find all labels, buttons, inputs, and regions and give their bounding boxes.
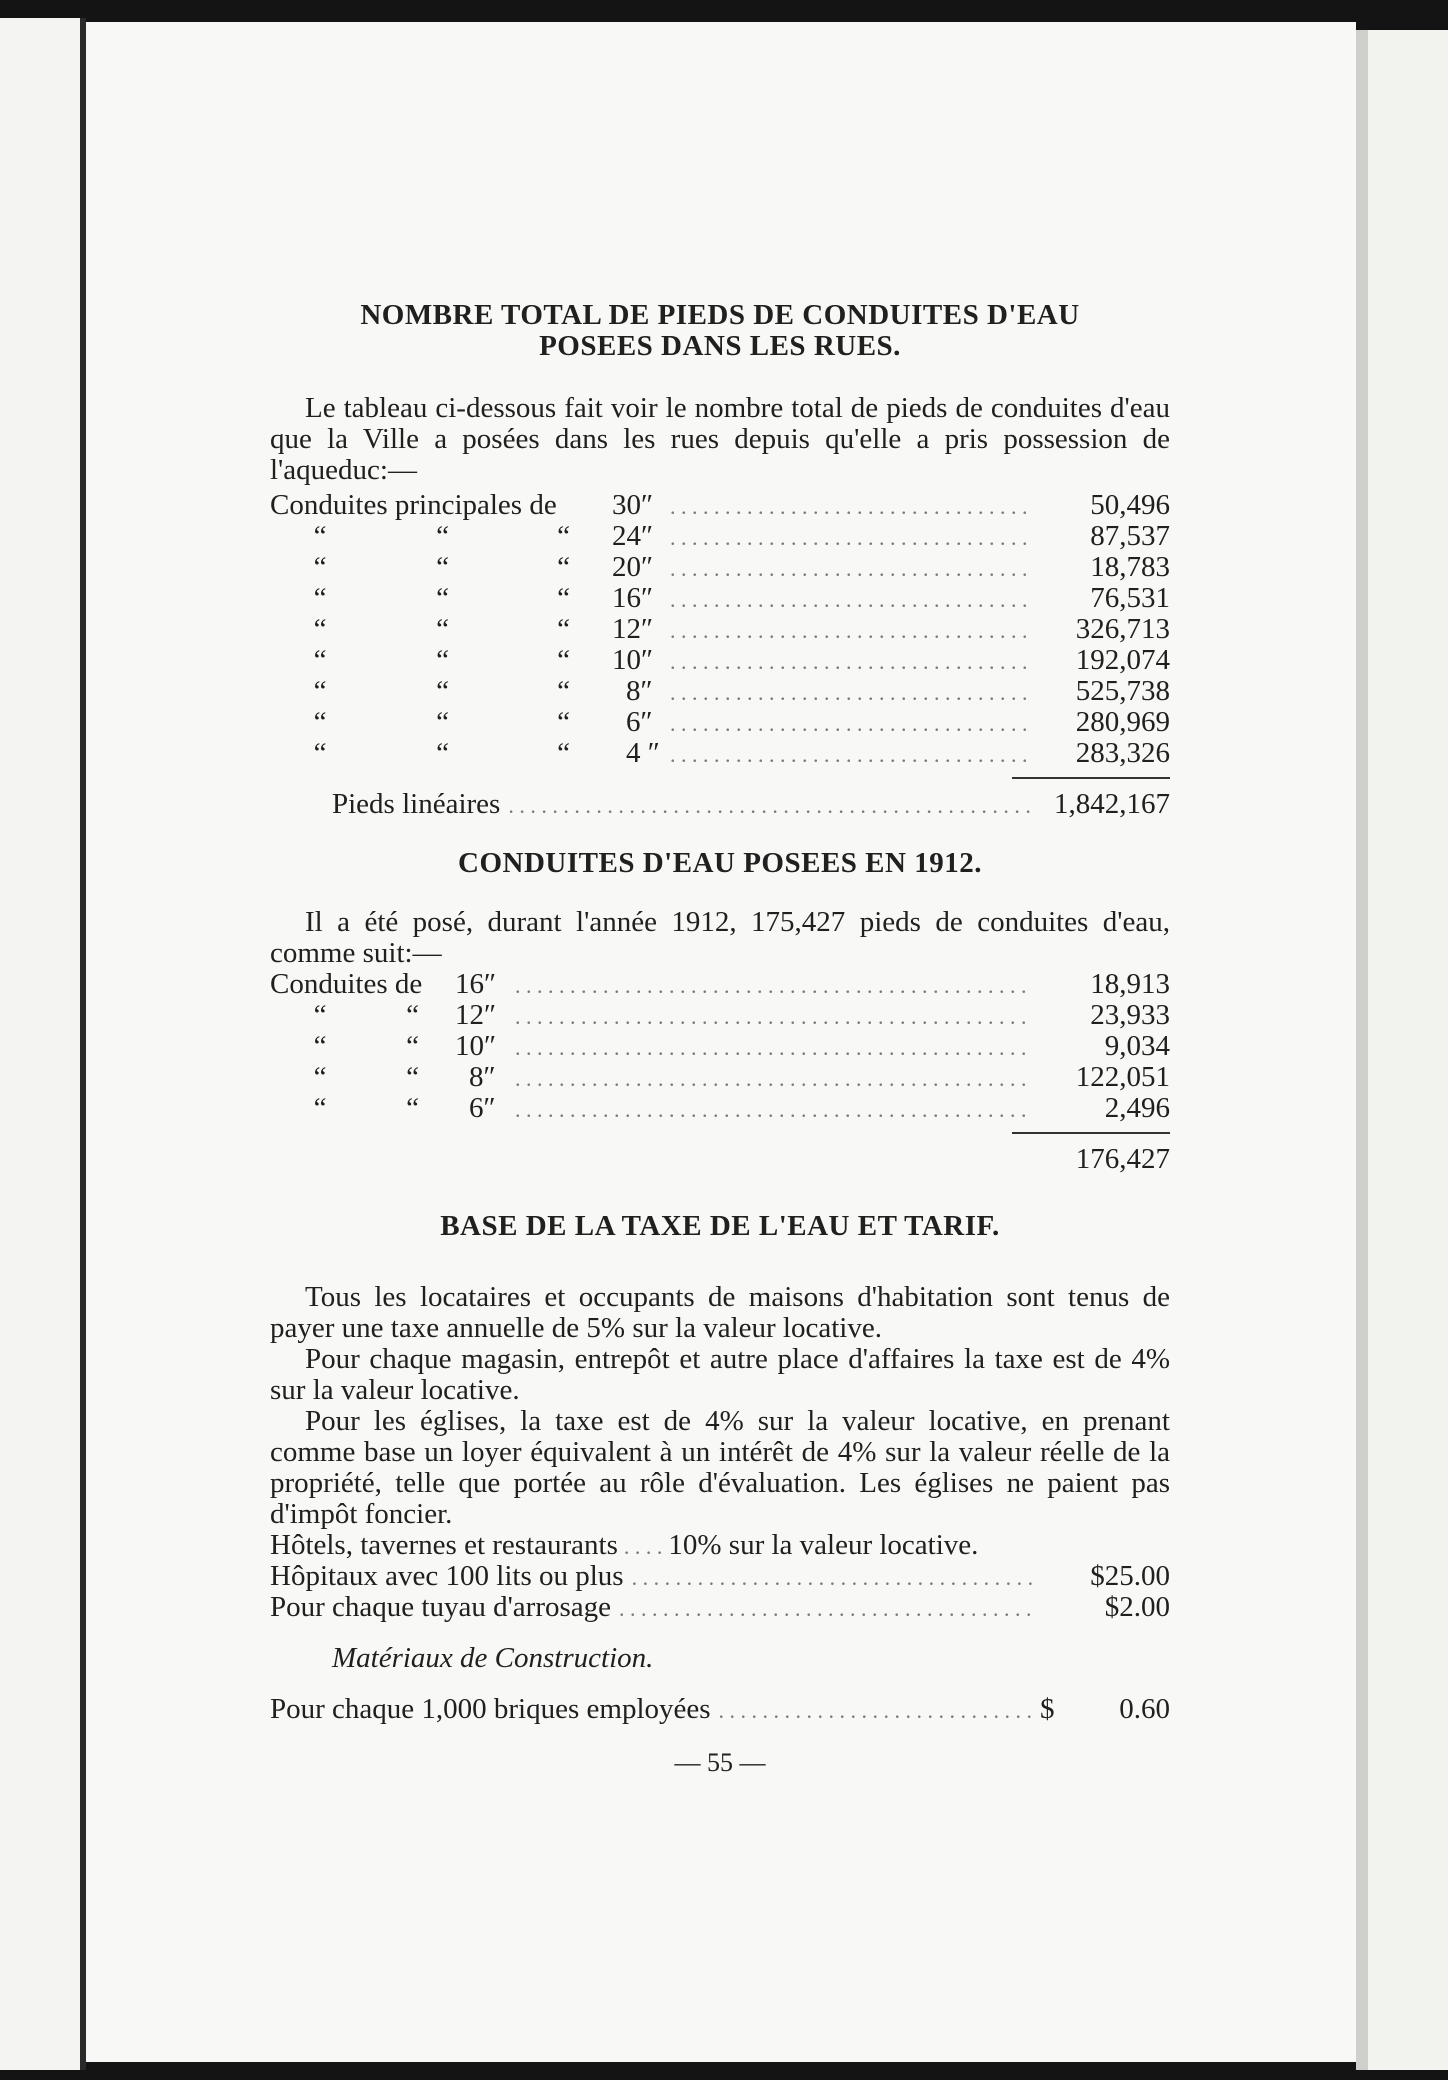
total-row bbox=[270, 1144, 1170, 1175]
row-value: 18,913 bbox=[1090, 968, 1170, 1000]
table-row bbox=[270, 583, 1170, 614]
row-value: 326,713 bbox=[1075, 613, 1170, 645]
ditto-mark: “ bbox=[313, 520, 327, 552]
dot-leader bbox=[670, 707, 1032, 739]
hospitals-value: $25.00 bbox=[1090, 1560, 1170, 1592]
tax-paragraph-residential: Tous les locataires et occupants de maisons d'habitation sont tenus de payer une taxe annuelle de 5% sur la valeur locative. bbox=[270, 1281, 1170, 1344]
ditto-mark: “ bbox=[436, 675, 449, 707]
row-value: 87,537 bbox=[1090, 520, 1170, 552]
ditto-mark: “ bbox=[557, 582, 570, 614]
ditto-mark: “ bbox=[313, 706, 327, 738]
ditto-mark: “ bbox=[313, 644, 327, 676]
dot-leader: . . . . bbox=[623, 1534, 663, 1559]
ditto-mark: “ bbox=[313, 675, 327, 707]
dot-leader bbox=[670, 676, 1032, 708]
row-value: 23,933 bbox=[1090, 999, 1170, 1031]
row-value: 192,074 bbox=[1075, 644, 1170, 676]
ditto-mark: “ bbox=[436, 644, 449, 676]
total-label: Pieds linéaires bbox=[332, 788, 501, 820]
ditto-mark: “ bbox=[406, 1092, 419, 1124]
section1-table bbox=[270, 490, 1170, 820]
table-row bbox=[270, 645, 1170, 676]
table-row bbox=[270, 676, 1170, 707]
dot-leader bbox=[515, 1093, 1032, 1125]
dot-leader bbox=[670, 521, 1032, 553]
bricks-currency: $ bbox=[1040, 1693, 1055, 1725]
row-value: 18,783 bbox=[1090, 551, 1170, 583]
table-row bbox=[270, 1093, 1170, 1124]
tax-paragraph-commercial: Pour chaque magasin, entrepôt et autre place d'affaires la taxe est de 4% sur la valeur locative. bbox=[270, 1343, 1170, 1406]
hose-label: Pour chaque tuyau d'arrosage bbox=[270, 1591, 612, 1623]
ditto-mark: “ bbox=[557, 675, 570, 707]
tax-paragraph-churches: Pour les églises, la taxe est de 4% sur la valeur locative, en prenant comme base un loyer équivalent à un intérêt de 4% sur la valeur réelle de la propriété, telle que portée au rôle d'évaluation. Les églises ne paient pas d'impôt foncier. bbox=[270, 1405, 1170, 1530]
table-row bbox=[270, 614, 1170, 645]
table-row bbox=[270, 969, 1170, 1000]
dot-leader bbox=[619, 1592, 1032, 1624]
row-size: 10″ bbox=[455, 1030, 497, 1062]
sum-rule bbox=[1012, 1132, 1170, 1134]
ditto-mark: “ bbox=[436, 551, 449, 583]
table-row bbox=[270, 521, 1170, 552]
dot-leader bbox=[670, 583, 1032, 615]
table-row bbox=[270, 552, 1170, 583]
ditto-mark: “ bbox=[557, 737, 570, 769]
section2-title: CONDUITES D'EAU POSEES EN 1912. bbox=[458, 847, 982, 879]
table-row bbox=[270, 1031, 1170, 1062]
row-value: 76,531 bbox=[1090, 582, 1170, 614]
hotels-label: Hôtels, tavernes et restaurants bbox=[270, 1529, 618, 1561]
table-row bbox=[270, 1000, 1170, 1031]
ditto-mark: “ bbox=[436, 520, 449, 552]
adjacent-page-left bbox=[0, 18, 80, 2070]
ditto-mark: “ bbox=[557, 613, 570, 645]
hotels-row bbox=[270, 1530, 1170, 1561]
dot-leader bbox=[515, 969, 1032, 1001]
row-size: 12″ bbox=[612, 613, 654, 645]
page-number: — 55 — bbox=[674, 1748, 766, 1777]
hotels-rate: 10% sur la valeur locative. bbox=[668, 1529, 979, 1561]
row-value: 9,034 bbox=[1104, 1030, 1170, 1062]
row-size: 20″ bbox=[612, 551, 654, 583]
row-size: 6″ bbox=[469, 1092, 496, 1124]
ditto-mark: “ bbox=[436, 582, 449, 614]
total-value: 1,842,167 bbox=[1054, 788, 1170, 820]
dot-leader bbox=[670, 738, 1032, 770]
row-label: Conduites principales de bbox=[270, 489, 557, 521]
dot-leader bbox=[670, 645, 1032, 677]
ditto-mark: “ bbox=[313, 999, 327, 1031]
dot-leader bbox=[508, 789, 1032, 821]
bricks-row bbox=[270, 1694, 1170, 1725]
ditto-mark: “ bbox=[406, 1030, 419, 1062]
row-value: 525,738 bbox=[1075, 675, 1170, 707]
total-value: 176,427 bbox=[1075, 1143, 1170, 1175]
hose-value: $2.00 bbox=[1104, 1591, 1170, 1623]
row-value: 50,496 bbox=[1090, 489, 1170, 521]
row-size: 10″ bbox=[612, 644, 654, 676]
row-value: 122,051 bbox=[1075, 1061, 1170, 1093]
table-row bbox=[270, 707, 1170, 738]
row-size: 16″ bbox=[612, 582, 654, 614]
ditto-mark: “ bbox=[557, 551, 570, 583]
row-size: 24″ bbox=[612, 520, 654, 552]
materials-heading: Matériaux de Construction. bbox=[332, 1642, 654, 1674]
section3-title: BASE DE LA TAXE DE L'EAU ET TARIF. bbox=[440, 1210, 1000, 1242]
dot-leader bbox=[632, 1561, 1032, 1593]
ditto-mark: “ bbox=[436, 613, 449, 645]
section2-intro: Il a été posé, durant l'année 1912, 175,427 pieds de conduites d'eau, comme suit:— bbox=[270, 906, 1170, 969]
dot-leader bbox=[719, 1694, 1032, 1726]
dot-leader bbox=[670, 490, 1032, 522]
adjacent-page-right bbox=[1368, 30, 1448, 2070]
sum-rule bbox=[1012, 777, 1170, 779]
row-size: 12″ bbox=[455, 999, 497, 1031]
row-size: 8″ bbox=[626, 675, 653, 707]
page-content bbox=[270, 300, 1170, 1804]
ditto-mark: “ bbox=[436, 737, 449, 769]
row-size: 8″ bbox=[469, 1061, 496, 1093]
table-row bbox=[270, 738, 1170, 769]
row-label: Conduites de bbox=[270, 968, 423, 1000]
bricks-label: Pour chaque 1,000 briques employées bbox=[270, 1693, 711, 1725]
ditto-mark: “ bbox=[436, 706, 449, 738]
table-row bbox=[270, 1062, 1170, 1093]
section1-title bbox=[270, 300, 1170, 362]
hospitals-row bbox=[270, 1561, 1170, 1592]
row-size: 4 ″ bbox=[626, 737, 660, 769]
row-size: 30″ bbox=[612, 489, 654, 521]
ditto-mark: “ bbox=[313, 551, 327, 583]
dot-leader bbox=[670, 614, 1032, 646]
ditto-mark: “ bbox=[313, 1030, 327, 1062]
section1-title-line2: POSEES DANS LES RUES. bbox=[539, 330, 901, 362]
row-value: 283,326 bbox=[1075, 737, 1170, 769]
row-value: 2,496 bbox=[1104, 1092, 1170, 1124]
ditto-mark: “ bbox=[557, 520, 570, 552]
bricks-value: 0.60 bbox=[1119, 1693, 1170, 1725]
ditto-mark: “ bbox=[557, 706, 570, 738]
ditto-mark: “ bbox=[313, 737, 327, 769]
section1-intro: Le tableau ci-dessous fait voir le nombre total de pieds de conduites d'eau que la Ville a posées dans les rues depuis qu'elle a pris possession de l'aqueduc:— bbox=[270, 392, 1170, 486]
dot-leader bbox=[515, 1062, 1032, 1094]
ditto-mark: “ bbox=[406, 1061, 419, 1093]
dot-leader bbox=[515, 1031, 1032, 1063]
total-row bbox=[270, 789, 1170, 820]
section2-table bbox=[270, 969, 1170, 1175]
row-size: 16″ bbox=[455, 968, 497, 1000]
dot-leader bbox=[670, 552, 1032, 584]
ditto-mark: “ bbox=[557, 644, 570, 676]
page-edge-right bbox=[1356, 30, 1368, 2070]
ditto-mark: “ bbox=[406, 999, 419, 1031]
ditto-mark: “ bbox=[313, 582, 327, 614]
hose-row bbox=[270, 1592, 1170, 1623]
row-value: 280,969 bbox=[1075, 706, 1170, 738]
ditto-mark: “ bbox=[313, 1061, 327, 1093]
hospitals-label: Hôpitaux avec 100 lits ou plus bbox=[270, 1560, 624, 1592]
section1-title-line1: NOMBRE TOTAL DE PIEDS DE CONDUITES D'EAU bbox=[360, 299, 1080, 331]
dot-leader bbox=[515, 1000, 1032, 1032]
ditto-mark: “ bbox=[313, 1092, 327, 1124]
table-row bbox=[270, 490, 1170, 521]
ditto-mark: “ bbox=[313, 613, 327, 645]
row-size: 6″ bbox=[626, 706, 653, 738]
